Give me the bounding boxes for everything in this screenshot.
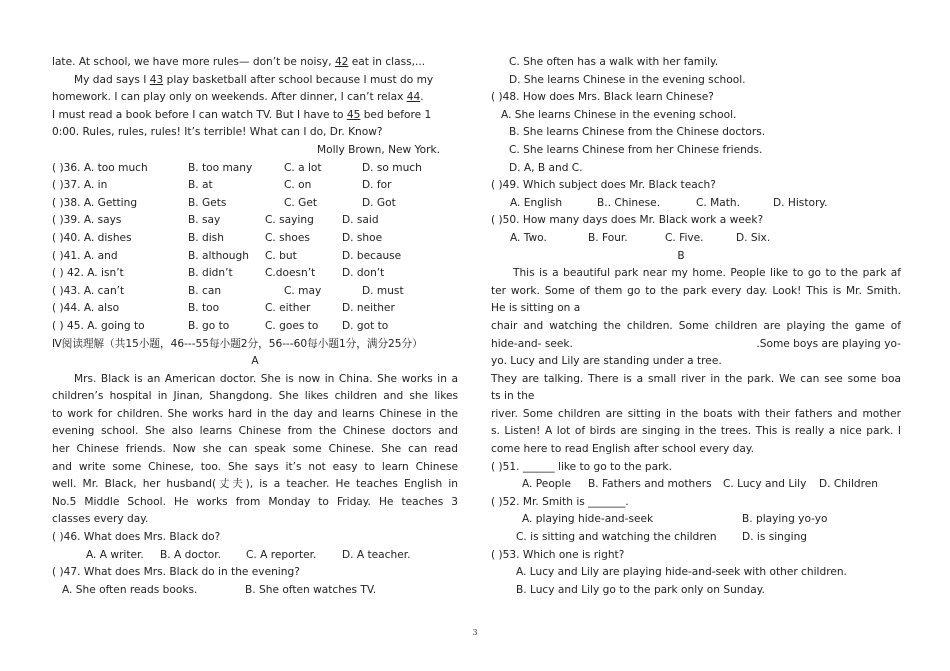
- question-48-option-c[interactable]: C. She learns Chinese from her Chinese friends.: [509, 143, 763, 156]
- passage-line: s. Listen! A lot of birds are singing in the trees. This is really a nice park. I: [491, 425, 901, 438]
- passage-line: Mrs. Black is an American doctor. She is now in China. She works in a: [74, 372, 458, 385]
- question-49-options: [491, 195, 901, 213]
- passage-line: evening school. She also learns Chinese from the Chinese doctors and: [52, 425, 458, 438]
- cloze-question-row: [52, 283, 458, 301]
- option-a[interactable]: A. English: [510, 196, 563, 209]
- question-number: ( )39. A. says: [52, 214, 122, 227]
- question-48-option-d[interactable]: D. A, B and C.: [509, 161, 583, 174]
- option-b[interactable]: B. too many: [188, 161, 253, 174]
- passage-a-label: A: [251, 355, 259, 368]
- option-c[interactable]: C. is sitting and watching the children: [516, 531, 717, 544]
- option-c[interactable]: C. a lot: [284, 161, 322, 174]
- question-number: ( ) 45. A. going to: [52, 319, 145, 332]
- passage-b: [491, 265, 901, 459]
- question-number: ( )43. A. can’t: [52, 284, 125, 297]
- option-b[interactable]: B. at: [188, 179, 213, 192]
- question-46: ( )46. What does Mrs. Black do?: [52, 531, 221, 544]
- cloze-question-row: [52, 248, 458, 266]
- option-d[interactable]: D. neither: [342, 302, 395, 315]
- option-d[interactable]: D. don’t: [342, 267, 385, 280]
- text-line: 0:00. Rules, rules, rules! It’s terrible! What can I do, Dr. Know?: [52, 126, 383, 139]
- cloze-question-row: [52, 265, 458, 283]
- question-47-options: [52, 582, 458, 600]
- option-c[interactable]: C. shoes: [265, 231, 310, 244]
- option-b[interactable]: B. say: [188, 214, 221, 227]
- passage-line: yo. Lucy and Lily are standing under a tree.: [491, 355, 722, 368]
- question-number: ( )37. A. in: [52, 179, 108, 192]
- option-b[interactable]: B. go to: [188, 319, 230, 332]
- cloze-question-row: [52, 230, 458, 248]
- option-b[interactable]: B. too: [188, 302, 220, 315]
- option-a[interactable]: A. Two.: [510, 231, 547, 244]
- option-c[interactable]: C. may: [284, 284, 322, 297]
- option-d[interactable]: D. shoe: [342, 231, 383, 244]
- passage-line: children’s hospital in Jinan, Shangdong. She likes children and she likes: [52, 390, 458, 403]
- text-line: late. At school, we have more rules— don’t be noisy, 42 eat in class,...: [52, 56, 426, 68]
- option-d[interactable]: D. History.: [773, 196, 828, 209]
- question-52-options: [491, 529, 901, 547]
- question-49: ( )49. Which subject does Mr. Black teach?: [491, 179, 716, 192]
- option-b[interactable]: B. dish: [188, 231, 224, 244]
- cloze-question-row: [52, 318, 458, 336]
- option-b[interactable]: B. playing yo-yo: [742, 513, 828, 526]
- question-number: ( )38. A. Getting: [52, 196, 138, 209]
- passage-line: ter work. Some of them go to the park every day. Look! This is Mr. Smith.: [491, 284, 901, 297]
- option-b[interactable]: B. A doctor.: [160, 548, 222, 561]
- section-title: Ⅳ阅读理解（共15小题，46---55每小题2分，56---60每小题1分，满分25分）: [52, 337, 423, 350]
- option-b[interactable]: B. Gets: [188, 196, 227, 209]
- question-number: ( ) 42. A. isn’t: [52, 267, 124, 280]
- option-b[interactable]: B. although: [188, 249, 249, 262]
- cloze-question-row: [52, 195, 458, 213]
- letter-signature: Molly Brown, New York.: [316, 143, 440, 156]
- option-d[interactable]: D. must: [362, 284, 404, 297]
- cloze-choices: [52, 160, 458, 336]
- option-c[interactable]: C. A reporter.: [246, 548, 317, 561]
- option-b[interactable]: B. Four.: [588, 231, 628, 244]
- right-column: [491, 54, 901, 599]
- option-c[interactable]: C. on: [284, 179, 312, 192]
- passage-line: No.5 Middle School. He works from Monday to Friday. He teaches 3: [52, 495, 458, 508]
- cloze-question-row: [52, 212, 458, 230]
- option-c[interactable]: C. Get: [284, 196, 318, 209]
- question-52-options: [491, 511, 901, 529]
- question-53: ( )53. Which one is right?: [491, 548, 625, 561]
- question-48: ( )48. How does Mrs. Black learn Chinese?: [491, 91, 714, 104]
- question-47-option-c[interactable]: C. She often has a walk with her family.: [509, 56, 719, 68]
- option-c[interactable]: C. either: [265, 302, 311, 315]
- option-d[interactable]: D. Got: [362, 196, 396, 209]
- passage-line: classes every day.: [52, 513, 149, 526]
- option-a[interactable]: A. A writer.: [86, 548, 144, 561]
- option-d[interactable]: D. A teacher.: [342, 548, 411, 561]
- option-c[interactable]: C. Math.: [696, 196, 740, 209]
- option-d[interactable]: D. so much: [362, 161, 422, 174]
- option-d[interactable]: D. got to: [342, 319, 389, 332]
- question-50-options: [491, 230, 901, 248]
- text-line: I must read a book before I can watch TV. But I have to 45 bed before 1: [52, 108, 432, 121]
- question-48-option-b[interactable]: B. She learns Chinese from the Chinese doctors.: [509, 126, 766, 139]
- option-d[interactable]: D. because: [342, 249, 402, 262]
- option-a[interactable]: A. People: [522, 478, 571, 491]
- passage-line: They are talking. There is a small river in the park. We can see some boa: [491, 372, 901, 385]
- option-c[interactable]: C. Lucy and Lily: [723, 478, 807, 491]
- passage-line: This is a beautiful park near my home. People like to go to the park af: [513, 267, 901, 280]
- passage-line: river. Some children are sitting in the boats with their fathers and mother: [491, 407, 901, 420]
- option-c[interactable]: C.doesn’t: [265, 267, 316, 280]
- question-53-option-a[interactable]: A. Lucy and Lily are playing hide-and-seek with other children.: [516, 566, 847, 579]
- passage-line: ts in the: [491, 390, 535, 403]
- question-52: ( )52. Mr. Smith is _______.: [491, 495, 629, 508]
- option-d[interactable]: D. Six.: [736, 231, 771, 244]
- question-number: ( )41. A. and: [52, 249, 118, 262]
- question-number: ( )40. A. dishes: [52, 231, 132, 244]
- cloze-question-row: [52, 160, 458, 178]
- question-51-options: [491, 476, 901, 494]
- text-line: homework. I can play only on weekends. After dinner, I can’t relax 44.: [52, 91, 424, 104]
- option-c[interactable]: C. but: [265, 249, 297, 262]
- option-d[interactable]: D. Children: [819, 478, 878, 491]
- passage-line: He is sitting on a: [491, 302, 581, 315]
- option-b[interactable]: B. can: [188, 284, 222, 297]
- option-c[interactable]: C. Five.: [665, 231, 704, 244]
- cloze-question-row: [52, 300, 458, 318]
- question-number: ( )36. A. too much: [52, 161, 148, 174]
- option-b[interactable]: B. Fathers and mothers: [588, 478, 712, 491]
- question-51: ( )51. ______ like to go to the park.: [491, 460, 672, 473]
- question-number: ( )44. A. also: [52, 302, 120, 315]
- passage-line: hide-and- seek. .Some boys are playing yo-: [491, 337, 901, 350]
- left-column: [52, 54, 458, 599]
- option-b[interactable]: B. didn’t: [188, 267, 233, 280]
- question-46-options: [52, 547, 458, 565]
- passage-line: come here to read English after school every day.: [491, 443, 754, 456]
- passage-line: to work for children. She works hard in the day and learns Chinese in the: [52, 407, 458, 420]
- option-b[interactable]: B.. Chinese.: [597, 196, 661, 209]
- option-d[interactable]: D. said: [342, 214, 379, 227]
- option-a[interactable]: A. She often reads books.: [62, 583, 198, 596]
- passage-b-label: B: [677, 249, 685, 262]
- passage-line: chair and watching the children. Some children are playing the game of: [491, 319, 901, 332]
- passage-line: well. Mr. Black, her husband(丈夫), is a teacher. He teaches English in: [52, 478, 458, 491]
- cloze-question-row: [52, 177, 458, 195]
- passage-a: [52, 371, 458, 529]
- option-c[interactable]: C. saying: [265, 214, 314, 227]
- option-b[interactable]: B. She often watches TV.: [245, 583, 377, 596]
- question-47-option-d[interactable]: D. She learns Chinese in the evening school.: [509, 73, 746, 86]
- option-d[interactable]: D. for: [362, 179, 392, 192]
- option-a[interactable]: A. playing hide-and-seek: [522, 513, 654, 526]
- page-number: 3: [472, 628, 478, 637]
- question-47: ( )47. What does Mrs. Black do in the evening?: [52, 566, 300, 579]
- option-d[interactable]: D. is singing: [742, 531, 808, 544]
- text-line: My dad says I 43 play basketball after school because I must do my: [74, 73, 434, 86]
- question-50: ( )50. How many days does Mr. Black work a week?: [491, 214, 764, 227]
- option-c[interactable]: C. goes to: [265, 319, 319, 332]
- question-53-option-b[interactable]: B. Lucy and Lily go to the park only on Sunday.: [516, 583, 765, 596]
- question-48-option-a[interactable]: A. She learns Chinese in the evening school.: [501, 108, 737, 121]
- passage-line: her Chinese friends. Now she can speak some Chinese. She can read: [52, 443, 458, 456]
- passage-line: and write some Chinese, too. She says it’s not easy to learn Chinese: [52, 460, 458, 473]
